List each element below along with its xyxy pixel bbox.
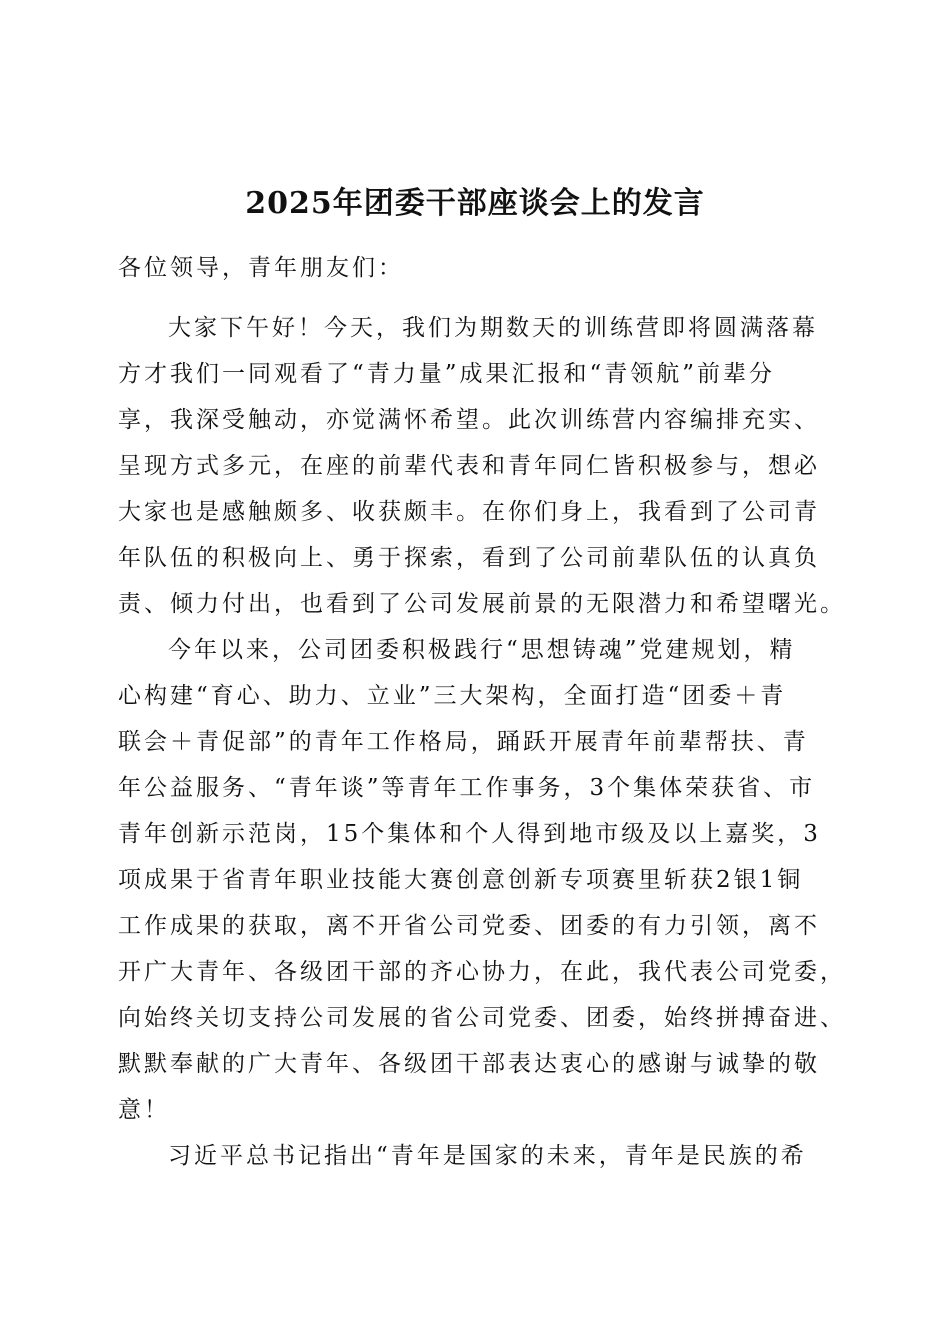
- paragraph-1-line-4: 呈现方式多元，在座的前辈代表和青年同仁皆积极参与，想必: [118, 453, 820, 479]
- paragraph-2-line-5: 青年创新示范岗，15个集体和个人得到地市级及以上嘉奖，3: [118, 821, 821, 847]
- paragraph-2-line-9: 向始终关切支持公司发展的省公司党委、团委，始终拼搏奋进、: [118, 1005, 846, 1031]
- paragraph-2-line-11: 意！: [118, 1097, 170, 1123]
- paragraph-2-line-1: 今年以来，公司团委积极践行“思想铸魂”党建规划，精: [168, 637, 796, 663]
- paragraph-2-line-7: 工作成果的获取，离不开省公司党委、团委的有力引领，离不: [118, 913, 820, 939]
- document-title: 2025年团委干部座谈会上的发言: [245, 186, 705, 221]
- paragraph-2-line-8: 开广大青年、各级团干部的齐心协力，在此，我代表公司党委，: [118, 959, 846, 985]
- paragraph-2-line-2: 心构建“育心、助力、立业”三大架构，全面打造“团委＋青: [118, 683, 787, 709]
- paragraph-2-line-6: 项成果于省青年职业技能大赛创意创新专项赛里斩获2银1铜: [118, 867, 804, 893]
- paragraph-1-line-7: 责、倾力付出，也看到了公司发展前景的无限潜力和希望曙光。: [118, 591, 846, 617]
- salutation-line: 各位领导，青年朋友们：: [118, 255, 404, 281]
- paragraph-1-line-2: 方才我们一同观看了“青力量”成果汇报和“青领航”前辈分: [118, 361, 776, 387]
- paragraph-2-line-10: 默默奉献的广大青年、各级团干部表达衷心的感谢与诚挚的敬: [118, 1051, 820, 1077]
- paragraph-2-line-3: 联会＋青促部”的青年工作格局，踊跃开展青年前辈帮扶、青: [118, 729, 809, 755]
- paragraph-1-line-1: 大家下午好！今天，我们为期数天的训练营即将圆满落幕: [168, 315, 818, 341]
- paragraph-1-line-5: 大家也是感触颇多、收获颇丰。在你们身上，我看到了公司青: [118, 499, 820, 525]
- paragraph-3-line-1: 习近平总书记指出“青年是国家的未来，青年是民族的希: [168, 1143, 807, 1169]
- paragraph-1-line-3: 享，我深受触动，亦觉满怀希望。此次训练营内容编排充实、: [118, 407, 820, 433]
- paragraph-2-line-4: 年公益服务、“青年谈”等青年工作事务，3个集体荣获省、市: [118, 775, 816, 801]
- paragraph-1-line-6: 年队伍的积极向上、勇于探索，看到了公司前辈队伍的认真负: [118, 545, 820, 571]
